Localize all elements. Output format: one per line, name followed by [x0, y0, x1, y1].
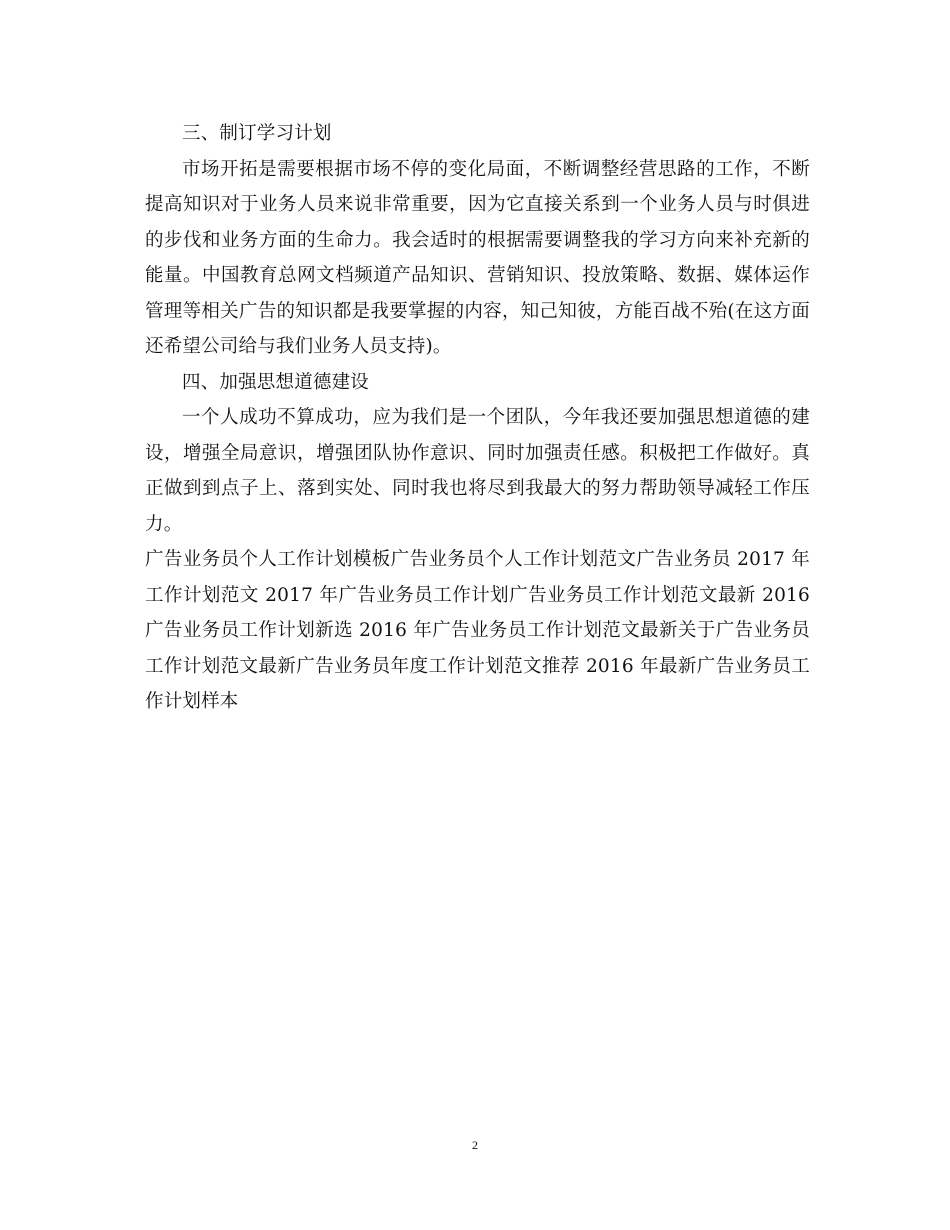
section-heading-3: 三、制订学习计划 [182, 123, 332, 144]
paragraph-moral-development: 一个人成功不算成功，应为我们是一个团队，今年我还要加强思想道德的建设，增强全局意识，增强团队协作意识、同时加强责任感。积极把工作做好。真正做到到点子上、落到实处、同时我也将尽到我最大的努力帮助领导减轻工作压力。 [145, 407, 810, 535]
related-links-text: 广告业务员个人工作计划模板广告业务员个人工作计划范文广告业务员 2017 年工作计划范文 2017 年广告业务员工作计划广告业务员工作计划范文最新 2016 广告业务员工作计划新选 2016 年广告业务员工作计划范文最新关于广告业务员工作计划范文最新广告业务员年度工作计划范文推荐 2016 年最新广告业务员工作计划样本 [145, 549, 810, 712]
section-heading-4: 四、加强思想道德建设 [182, 371, 370, 393]
paragraph-study-plan: 市场开拓是需要根据市场不停的变化局面，不断调整经营思路的工作，不断提高知识对于业务人员来说非常重要，因为它直接关系到一个业务人员与时俱进的步伐和业务方面的生命力。我会适时的根据需要调整我的学习方向来补充新的能量。中国教育总网文档频道产品知识、营销知识、投放策略、数据、媒体运作管理等相关广告的知识都是我要掌握的内容，知己知彼，方能百战不殆(在这方面还希望公司给与我们业务人员支持)。 [145, 158, 810, 357]
page-number: 2 [472, 1138, 478, 1152]
document-body [145, 116, 810, 720]
